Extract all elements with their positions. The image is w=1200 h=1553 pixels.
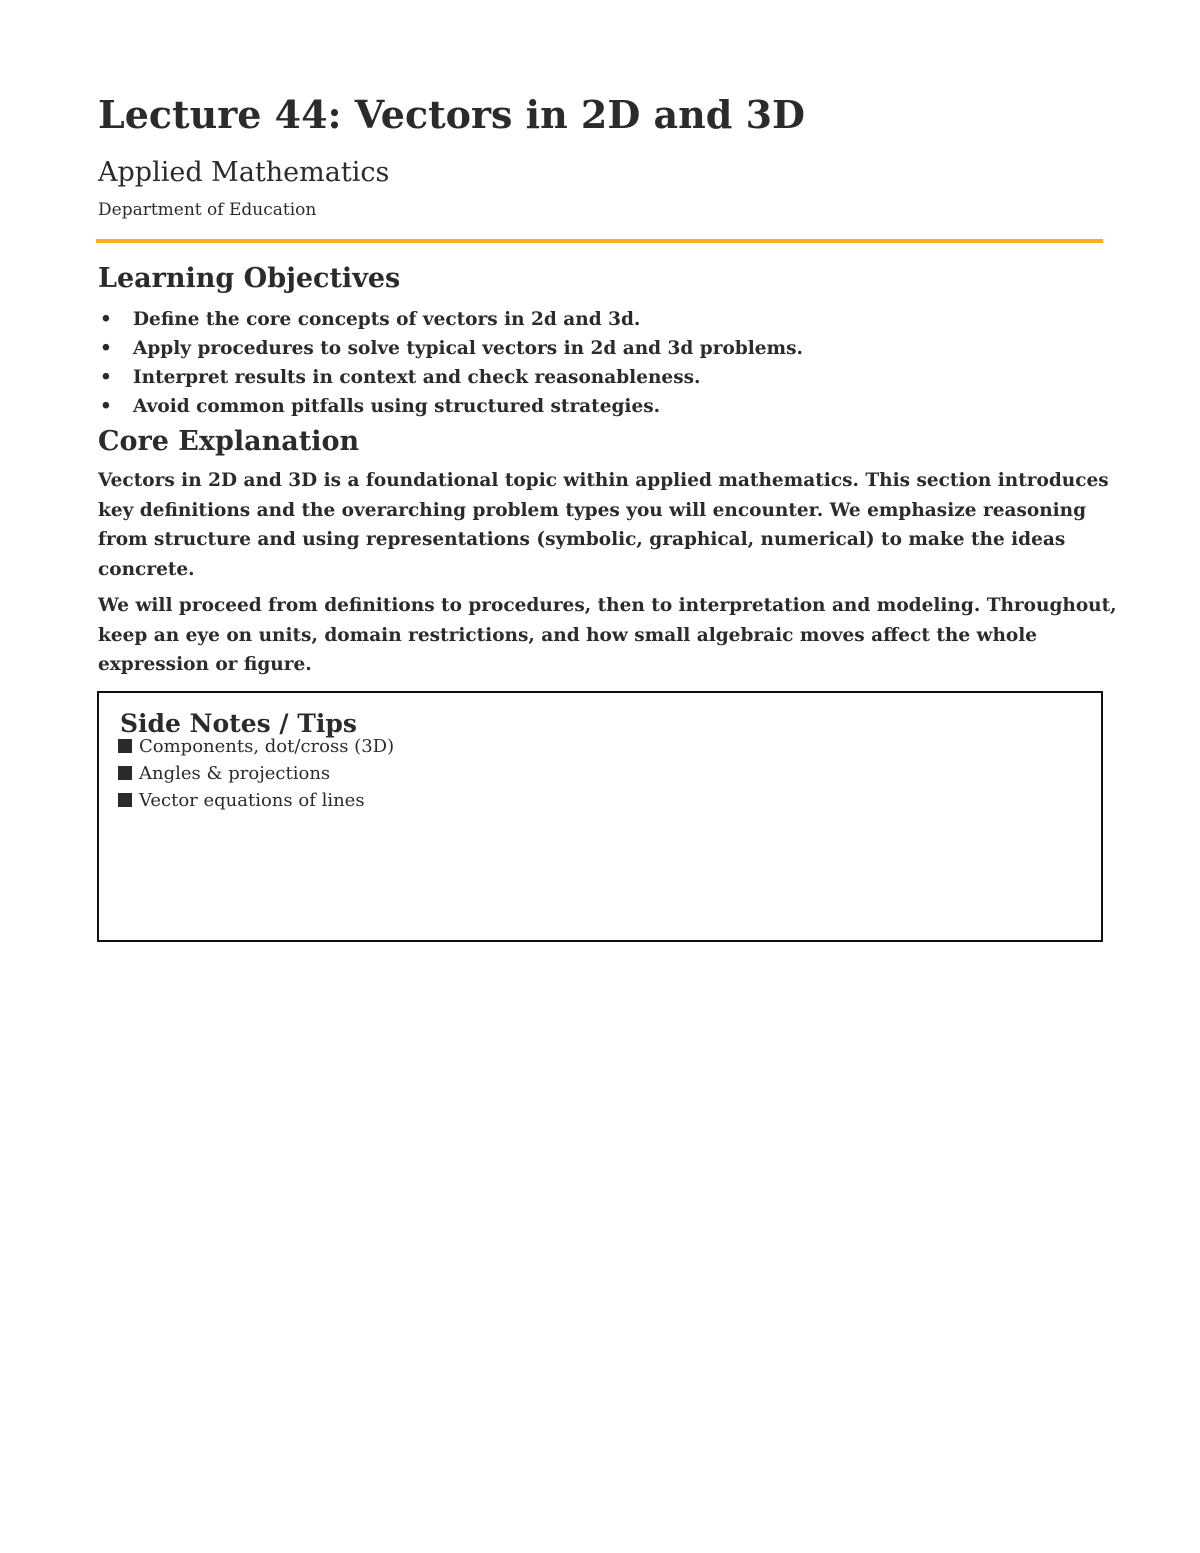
bullet-icon: • [100,396,112,417]
learning-objectives-heading: Learning Objectives [98,263,401,294]
header-divider [96,239,1103,243]
bullet-icon: • [100,338,112,359]
objective-text: Define the core concepts of vectors in 2d and 3d. [133,309,641,330]
side-note-text: Vector equations of lines [139,790,365,811]
core-explanation-heading: Core Explanation [98,426,360,457]
bullet-icon: • [100,309,112,330]
objective-text: Apply procedures to solve typical vectors in 2d and 3d problems. [133,338,803,359]
objective-item [98,305,803,334]
core-paragraph: We will proceed from definitions to procedures, then to interpretation and modeling. Throughout, keep an eye on units, domain restrictions, and how small algebraic moves affect the whole expression or figure. [98,595,1117,675]
page-title: Lecture 44: Vectors in 2D and 3D [98,92,805,137]
side-notes-list [118,733,394,814]
objective-item [98,363,803,392]
objective-text: Avoid common pitfalls using structured strategies. [133,396,661,417]
square-bullet-icon [118,793,132,807]
square-bullet-icon [118,766,132,780]
course-subtitle: Applied Mathematics [98,157,390,188]
side-note-text: Angles & projections [139,763,331,784]
objective-item [98,392,803,421]
objective-text: Interpret results in context and check reasonableness. [133,367,701,388]
side-note-item [118,733,394,760]
department-label: Department of Education [98,200,317,220]
side-note-item [118,760,394,787]
objective-item [98,334,803,363]
bullet-icon: • [100,367,112,388]
side-note-item [118,787,394,814]
side-note-text: Components, dot/cross (3D) [139,736,395,757]
square-bullet-icon [118,739,132,753]
learning-objectives-list [98,305,803,421]
side-notes-title: Side Notes / Tips [120,709,357,738]
core-paragraph: Vectors in 2D and 3D is a foundational topic within applied mathematics. This section introduces key definitions and the overarching problem types you will encounter. We emphasize reasoning from structure and using representations (symbolic, graphical, numerical) to make the ideas concrete. [98,470,1109,580]
side-notes-box [97,691,1103,942]
